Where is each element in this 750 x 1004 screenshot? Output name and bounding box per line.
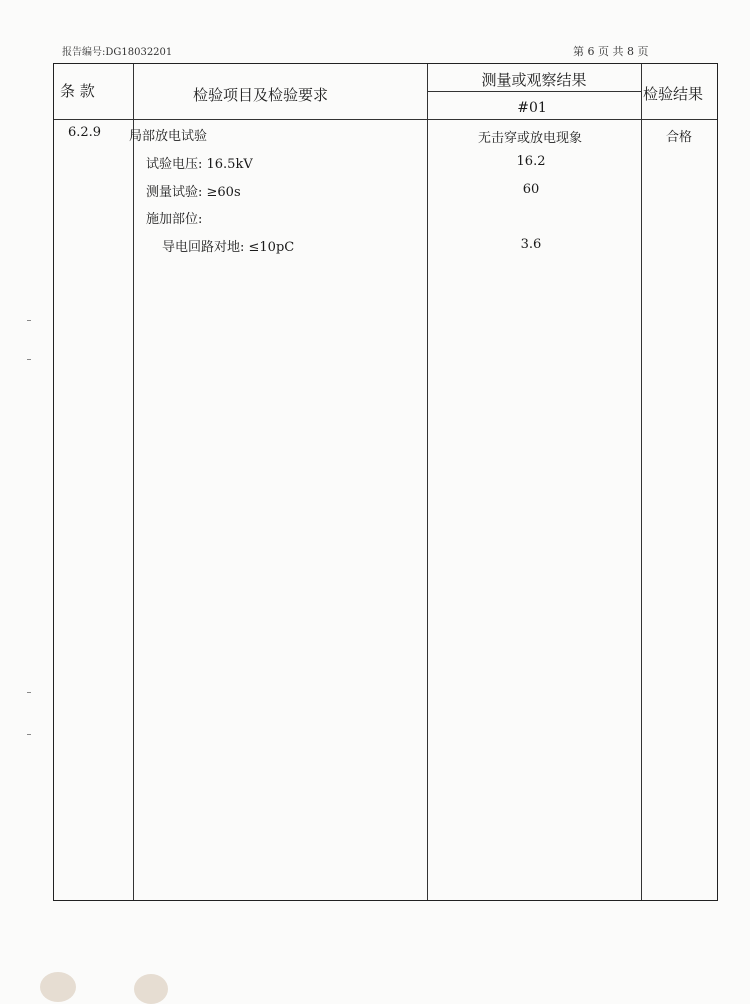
margin-mark <box>27 359 31 360</box>
conductor-to-ground-requirement: 导电回路对地: ≤10pC <box>162 240 295 255</box>
clause-number: 6.2.9 <box>68 125 102 140</box>
test-duration-requirement: 测量试验: ≥60s <box>146 185 241 200</box>
observation-value: 无击穿或放电现象 <box>477 131 583 146</box>
margin-mark <box>27 692 31 693</box>
result-value: 合格 <box>665 130 693 145</box>
report-number: 报告编号:DG18032201 <box>62 47 173 58</box>
margin-mark <box>27 320 31 321</box>
measured-voltage-value: 16.2 <box>516 154 546 169</box>
margin-mark <box>27 734 31 735</box>
measured-duration-value: 60 <box>522 182 540 197</box>
scan-stain <box>134 974 168 1004</box>
inspection-table <box>53 63 718 901</box>
test-voltage-requirement: 试验电压: 16.5kV <box>146 157 253 172</box>
header-divider <box>54 119 717 120</box>
measured-discharge-value: 3.6 <box>520 237 542 252</box>
page-number: 第 6 页 共 8 页 <box>573 45 649 58</box>
test-title: 局部放电试验 <box>129 129 208 144</box>
apply-location-label: 施加部位: <box>146 212 203 227</box>
subheader-divider <box>427 91 641 92</box>
col-divider <box>133 64 134 900</box>
col-header-result: 检验结果 <box>643 85 704 103</box>
col-header-measure: 测量或观察结果 <box>481 71 587 89</box>
col-header-items: 检验项目及检验要求 <box>193 86 329 104</box>
scan-stain <box>40 972 76 1002</box>
col-divider <box>641 64 642 900</box>
col-divider <box>427 64 428 900</box>
col-header-clause: 条 款 <box>60 82 95 100</box>
col-header-sample-no: #01 <box>517 100 547 116</box>
